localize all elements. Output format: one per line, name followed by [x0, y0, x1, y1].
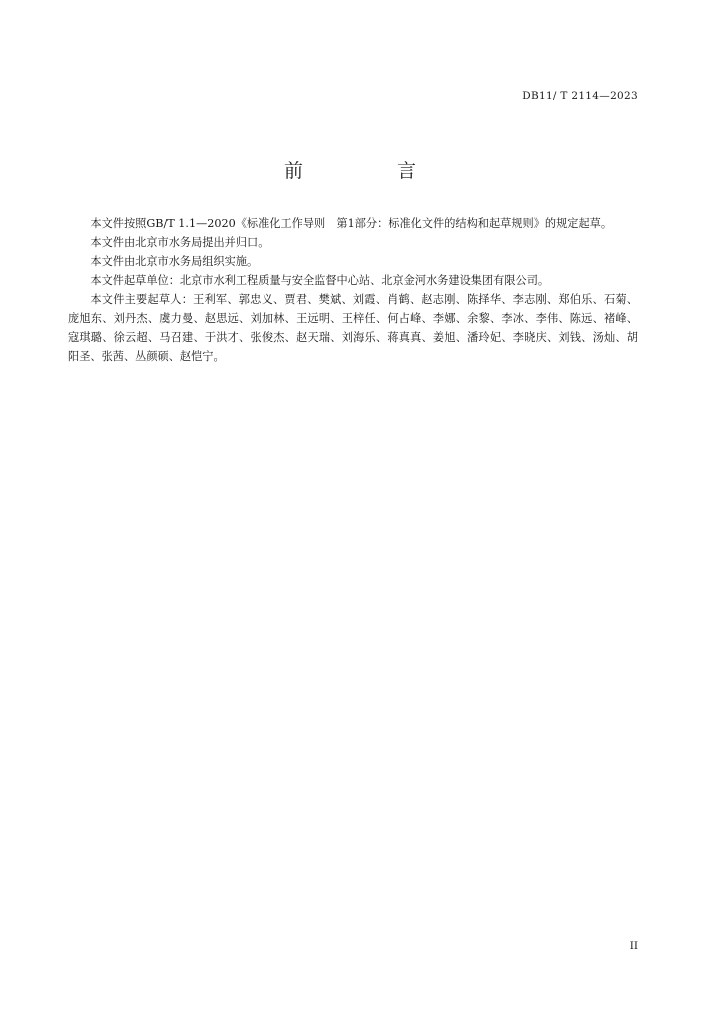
paragraph-proposer: 本文件由北京市水务局提出并归口。 [90, 236, 270, 249]
paragraph-drafting-units: 本文件起草单位：北京市水利工程质量与安全监督中心站、北京金河水务建设集团有限公司。 [90, 274, 550, 287]
paragraph-drafting-basis: 本文件按照GB/T 1.1—2020《标准化工作导则 第1部分：标准化文件的结构和起草规则》的规定起草。 [90, 217, 613, 230]
document-code: DB11/ T 2114—2023 [522, 90, 638, 102]
page-number: II [629, 940, 638, 952]
page-title: 前 言 [283, 160, 461, 182]
paragraph-implementer: 本文件由北京市水务局组织实施。 [90, 255, 259, 268]
paragraph-drafters: 本文件主要起草人：王利军、郭忠义、贾君、樊斌、刘霞、肖鹤、赵志刚、陈择华、李志刚、郑伯乐、石菊、庞旭东、刘丹杰、虞力曼、赵思远、刘加林、王远明、王梓任、何占峰、李娜、余黎、李冰、李伟、陈远、褚峰、寇琪璐、徐云超、马召建、于洪才、张俊杰、赵天瑞、刘海乐、蒋真真、姜旭、潘玲妃、李晓庆、刘钱、汤灿、胡阳圣、张茜、丛颜硕、赵恺宁。 [68, 293, 638, 363]
foreword-body [68, 214, 638, 366]
